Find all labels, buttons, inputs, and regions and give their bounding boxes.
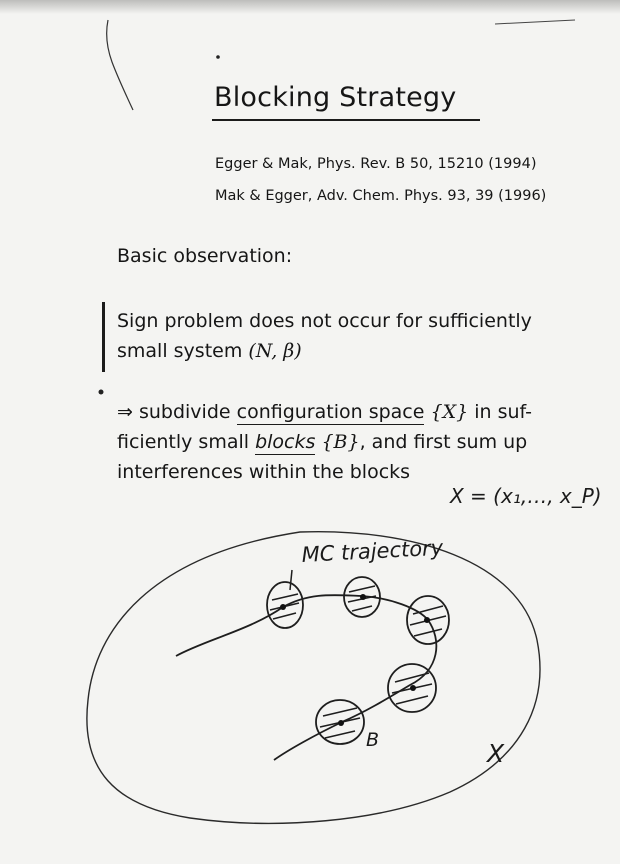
blocks-term: blocks — [255, 431, 316, 453]
subdivide-suffix: in suf- — [474, 401, 533, 423]
configuration-space-boundary — [87, 532, 540, 824]
scan-dot — [216, 55, 220, 59]
subdivide-line-2b: , and first sum up — [359, 431, 528, 453]
scan-mark-top-left — [107, 20, 133, 110]
block-3 — [407, 596, 449, 644]
mc-trajectory-label: MC trajectory — [301, 535, 444, 567]
x-definition-label: X = (x₁,…, x_P) — [450, 484, 602, 508]
set-b-math: {B} — [315, 431, 360, 453]
configuration-space-term: configuration space — [236, 401, 425, 423]
block-4 — [388, 664, 436, 712]
scan-dot — [99, 390, 104, 395]
subdivide-line-3: interferences within the blocks — [117, 461, 411, 483]
subdivide-lead: subdivide — [132, 401, 237, 423]
scan-mark-top-right — [495, 20, 575, 24]
space-x-label: X — [487, 739, 505, 768]
slide-title: Blocking Strategy — [214, 82, 457, 113]
block-1 — [267, 582, 303, 628]
sign-problem-text: small system — [117, 340, 249, 362]
basic-observation-heading: Basic observation: — [117, 245, 293, 267]
set-x-math: {X} — [424, 401, 475, 423]
block-5 — [316, 700, 364, 744]
implies-arrow: ⇒ — [117, 401, 133, 423]
mc-trajectory-path — [176, 595, 436, 760]
block-b-label: B — [366, 729, 380, 751]
subdivide-line-2a: ficiently small — [117, 431, 256, 453]
block-2 — [344, 577, 380, 617]
reference-1: Egger & Mak, Phys. Rev. B 50, 15210 (1994) — [215, 156, 537, 172]
sign-problem-line-1: Sign problem does not occur for sufficiently — [117, 310, 532, 332]
mc-label-pointer — [290, 570, 292, 590]
reference-2: Mak & Egger, Adv. Chem. Phys. 93, 39 (1996) — [215, 188, 547, 204]
system-params-math: (N, β) — [248, 340, 302, 362]
